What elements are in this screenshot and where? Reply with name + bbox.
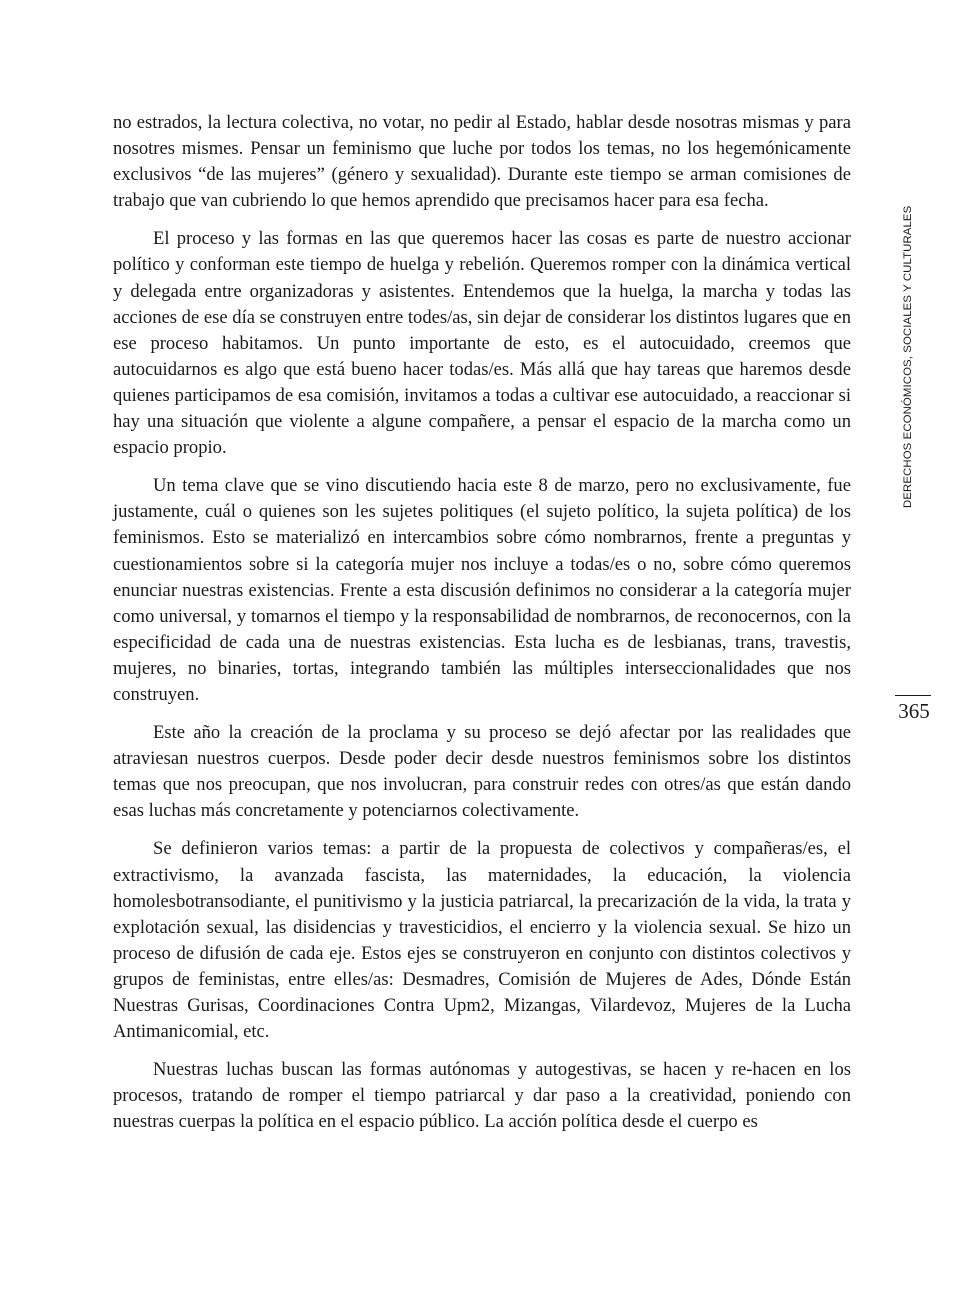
paragraph: Un tema clave que se vino discutiendo hacia este 8 de marzo, pero no exclusivamente, fue justamente, cuál o quienes son les sujetes politiques (el sujeto político, la sujeta política) de los feminismos. Esto se materializó en intercambios sobre cómo nombrarnos, frente a preguntas y cuestionamientos sobre si la categoría mujer nos incluye a todas/es o no, sobre cómo queremos enunciar nuestras existencias. Frente a esta discusión definimos no considerar a la categoría mujer como universal, y tomarnos el tiempo y la responsabilidad de nombrarnos, de reconocernos, con la especificidad de cada una de nuestras existencias. Esta lucha es de lesbianas, trans, travestis, mujeres, no binaries, tortas, integrando también las múltiples interseccionalidades que nos construyen.: [113, 475, 851, 705]
page-number: 365: [898, 699, 930, 723]
running-head: DERECHOS ECONÓMICOS, SOCIALES Y CULTURALES: [902, 205, 914, 508]
paragraph-continuation: no estrados, la lectura colectiva, no votar, no pedir al Estado, hablar desde nosotras mismas y para nosotres mismes. Pensar un feminismo que luche por todos los temas, no los hegemónicamente exclusivos “de las mujeres” (género y sexualidad). Durante este tiempo se arman comisiones de trabajo que van cubriendo lo que hemos aprendido que precisamos hacer para esa fecha.: [113, 112, 851, 212]
paragraph: El proceso y las formas en las que queremos hacer las cosas es parte de nuestro accionar político y conforman este tiempo de huelga y rebelión. Queremos romper con la dinámica vertical y delegada entre organizadoras y asistentes. Entendemos que la huelga, la marcha y todas las acciones de ese día se construyen entre todes/as, sin dejar de considerar los distintos lugares que en ese proceso habitamos. Un punto importante de esto, es el autocuidado, creemos que autocuidarnos es algo que está bueno hacer todas/es. Más allá que hay tareas que haremos desde quienes participamos de esa comisión, invitamos a todas a cultivar ese autocuidado, a reaccionar si hay una situación que violente a algune compañere, a pensar el espacio de la marcha como un espacio propio.: [113, 228, 851, 459]
paragraph: Se definieron varios temas: a partir de la propuesta de colectivos y compañeras/es, el extractivismo, la avanzada fascista, las maternidades, la educación, la violencia homolesbotransodiante, el punitivismo y la justicia patriarcal, la precarización de la vida, la trata y explotación sexual, las disidencias y travesticidios, el encierro y la violencia sexual. Se hizo un proceso de difusión de cada eje. Estos ejes se construyeron en conjunto con distintos colectivos y grupos de feministas, entre elles/as: Desmadres, Comisión de Mujeres de Ades, Dónde Están Nuestras Gurisas, Coordinaciones Contra Upm2, Mizangas, Vilardevoz, Mujeres de la Lucha Antimanicomial, etc.: [113, 838, 851, 1043]
paragraph: Nuestras luchas buscan las formas autónomas y autogestivas, se hacen y re-hacen en los procesos, tratando de romper el tiempo patriarcal y dar paso a la creatividad, poniendo con nuestras cuerpas la política en el espacio público. La acción política desde el cuerpo es: [113, 1059, 851, 1133]
paragraph: Este año la creación de la proclama y su proceso se dejó afectar por las realidades que atraviesan nuestros cuerpos. Desde poder decir desde nuestros feminismos sobre los distintos temas que nos preocupan, que nos involucran, para construir redes con otres/as que están dando esas luchas más concretamente y potenciarnos colectivamente.: [113, 722, 851, 822]
page-number-rule: [895, 695, 931, 696]
body-text: [113, 110, 851, 1135]
